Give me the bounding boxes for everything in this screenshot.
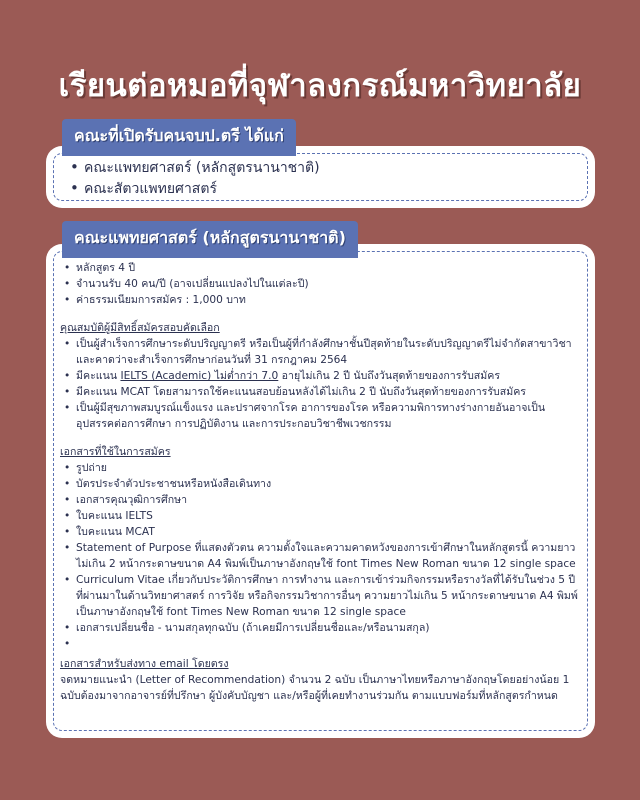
list-item: • จำนวนรับ 40 คน/ปี (อาจเปลี่ยนแปลงไปในแต่ละปี): [60, 276, 580, 292]
list-item: • Curriculum Vitae เกี่ยวกับประวัติการศึกษา การทำงาน และการเข้าร่วมกิจกรรมหรือรางวัลที่ได้รับในช่วง 5 ปีที่ผ่านมาในด้านวิทยาศาสตร์ การวิจัย หรือกิจกรรมวิชาการอื่นๆ ความยาวไม่เกิน 5 หน้ากระดาษขนาด A4 พิมพ์เป็นภาษาอังกฤษใช้ font Times New Roman ขนาด 12 single space: [60, 572, 580, 620]
list-item: • เป็นผู้มีสุขภาพสมบูรณ์แข็งแรง และปราศจากโรค อาการของโรค หรือความพิการทางร่างกายอันอาจเป็นอุปสรรคต่อการศึกษา การปฏิบัติงาน และการประกอบวิชาชีพเวชกรรม: [60, 400, 580, 432]
overview-list: [60, 260, 580, 308]
list-item: • เป็นผู้สำเร็จการศึกษาระดับปริญญาตรี หรือเป็นผู้ที่กำลังศึกษาชั้นปีสุดท้ายในระดับปริญญาตรีไม่จำกัดสาขาวิชา และคาดว่าจะสำเร็จการศึกษาก่อนวันที่ 31 กรกฎาคม 2564: [60, 336, 580, 368]
section-tab-faculties: คณะที่เปิดรับคนจบป.ตรี ได้แก่: [62, 119, 296, 156]
list-item: • คณะแพทยศาสตร์ (หลักสูตรนานาชาติ): [70, 157, 320, 178]
medicine-intl-content: [60, 260, 580, 704]
list-item: • Statement of Purpose ที่แสดงตัวตน ความตั้งใจและความคาดหวังของการเข้าศึกษาในหลักสูตรนี้ ความยาวไม่เกิน 2 หน้ากระดาษขนาด A4 พิมพ์เป็นภาษาอังกฤษใช้ font Times New Roman ขนาด 12 single space: [60, 540, 580, 572]
faculties-list: [70, 157, 320, 199]
list-item: • คณะสัตวแพทยศาสตร์: [70, 178, 320, 199]
list-item: • ค่าธรรมเนียมการสมัคร : 1,000 บาท: [60, 292, 580, 308]
list-item: [60, 368, 580, 384]
medicine-intl-box: [48, 246, 593, 736]
list-item: • บัตรประจำตัวประชาชนหรือหนังสือเดินทาง: [60, 476, 580, 492]
qualifications-heading: คุณสมบัติผู้มีสิทธิ์สมัครสอบคัดเลือก: [60, 322, 220, 334]
email-documents-heading: เอกสารสำหรับส่งทาง email โดยตรง: [60, 658, 229, 670]
list-item: • เอกสารคุณวุฒิการศึกษา: [60, 492, 580, 508]
section-tab-medicine-intl: คณะแพทยศาสตร์ (หลักสูตรนานาชาติ): [62, 221, 358, 258]
list-item: • รูปถ่าย: [60, 460, 580, 476]
ielts-requirement: IELTS (Academic) ไม่ต่ำกว่า 7.0: [120, 370, 279, 382]
list-item: • ใบคะแนน IELTS: [60, 508, 580, 524]
list-item: • ใบคะแนน MCAT: [60, 524, 580, 540]
documents-list: [60, 460, 580, 652]
documents-heading: เอกสารที่ใช้ในการสมัคร: [60, 446, 171, 458]
list-item: • มีคะแนน MCAT โดยสามารถใช้คะแนนสอบย้อนหลังได้ไม่เกิน 2 ปี นับถึงวันสุดท้ายของการรับสมัคร: [60, 384, 580, 400]
qualifications-list: [60, 336, 580, 432]
recommendation-letter-text: จดหมายแนะนำ (Letter of Recommendation) จำนวน 2 ฉบับ เป็นภาษาไทยหรือภาษาอังกฤษโดยอย่างน้อย 1 ฉบับต้องมาจากอาจารย์ที่ปรึกษา ผู้บังคับบัญชา และ/หรือผู้ที่เคยทำงานร่วมกัน ตามแบบฟอร์มที่หลักสูตรกำหนด: [60, 674, 570, 702]
ielts-suffix: อายุไม่เกิน 2 ปี นับถึงวันสุดท้ายของการรับสมัคร: [278, 370, 501, 382]
page-title: เรียนต่อหมอที่จุฬาลงกรณ์มหาวิทยาลัย: [58, 68, 582, 104]
list-item-empty: [60, 636, 580, 652]
ielts-prefix: มีคะแนน: [76, 370, 121, 382]
faculties-box: [48, 148, 593, 206]
list-item: • หลักสูตร 4 ปี: [60, 260, 580, 276]
list-item: • เอกสารเปลี่ยนชื่อ - นามสกุลทุกฉบับ (ถ้าเคยมีการเปลี่ยนชื่อและ/หรือนามสกุล): [60, 620, 580, 636]
